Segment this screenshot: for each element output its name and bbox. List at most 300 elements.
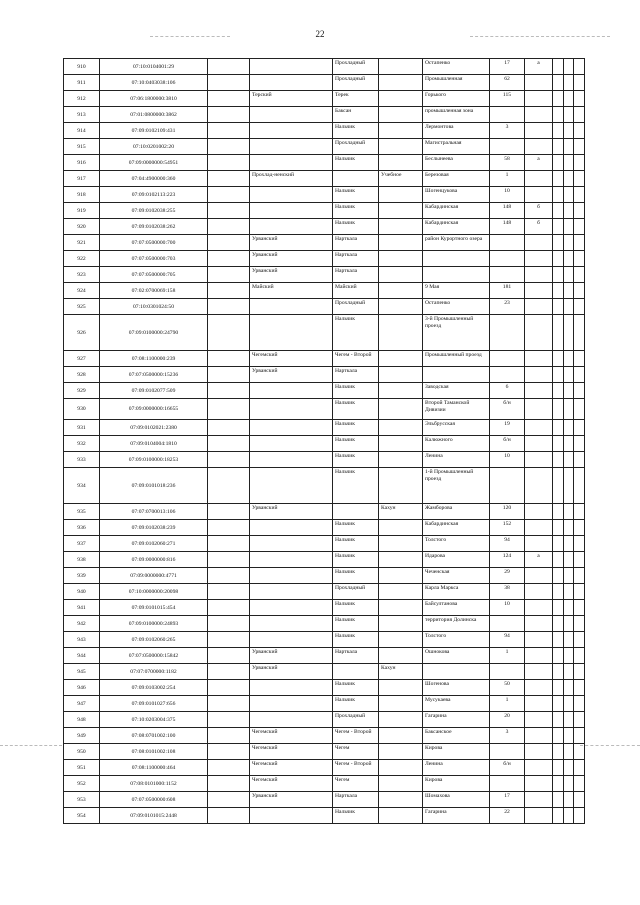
cell-place xyxy=(379,760,423,776)
scan-artifact-top-left xyxy=(150,36,230,37)
cell-district xyxy=(250,616,333,632)
cell-empty xyxy=(574,219,585,235)
cell-empty xyxy=(208,760,250,776)
cell-city: Нальчик xyxy=(333,399,379,420)
cell-place xyxy=(379,251,423,267)
cell-district xyxy=(250,680,333,696)
cell-place xyxy=(379,792,423,808)
cell-district xyxy=(250,123,333,139)
cell-num: 948 xyxy=(64,712,100,728)
cell-cad: 07:08:0101000:1152 xyxy=(100,776,208,792)
table-row xyxy=(64,452,585,468)
cell-house: б/н xyxy=(490,436,525,452)
cell-num: 912 xyxy=(64,91,100,107)
cell-cad: 07:09:0000000:816 xyxy=(100,552,208,568)
cell-place xyxy=(379,728,423,744)
cell-empty xyxy=(574,351,585,367)
cell-corp xyxy=(525,351,553,367)
table-row xyxy=(64,552,585,568)
cell-empty xyxy=(564,568,574,584)
registry-body xyxy=(64,59,585,824)
table-row xyxy=(64,367,585,383)
cell-empty xyxy=(574,155,585,171)
cell-num: 927 xyxy=(64,351,100,367)
cell-empty xyxy=(574,632,585,648)
cell-cad: 07:07:0500000:703 xyxy=(100,251,208,267)
cell-cad: 07:10:0000000:20098 xyxy=(100,584,208,600)
cell-empty xyxy=(208,75,250,91)
cell-empty xyxy=(208,712,250,728)
table-row xyxy=(64,283,585,299)
cell-empty xyxy=(208,664,250,680)
cell-empty xyxy=(553,171,564,187)
cell-street: Остапенко xyxy=(423,59,490,75)
cell-place xyxy=(379,283,423,299)
table-row xyxy=(64,680,585,696)
cell-empty xyxy=(564,808,574,824)
cell-district xyxy=(250,520,333,536)
cell-num: 946 xyxy=(64,680,100,696)
cell-street: Шомахова xyxy=(423,792,490,808)
cell-empty xyxy=(564,680,574,696)
cell-corp xyxy=(525,267,553,283)
table-row xyxy=(64,808,585,824)
cell-empty xyxy=(553,680,564,696)
cell-empty xyxy=(574,315,585,351)
cell-corp xyxy=(525,139,553,155)
cell-city: Нальчик xyxy=(333,452,379,468)
cell-house xyxy=(490,367,525,383)
cell-place xyxy=(379,107,423,123)
cell-city: Нальчик xyxy=(333,808,379,824)
cell-district xyxy=(250,632,333,648)
cell-corp xyxy=(525,367,553,383)
cell-place xyxy=(379,616,423,632)
cell-empty xyxy=(564,468,574,504)
cell-empty xyxy=(564,75,574,91)
cell-corp xyxy=(525,75,553,91)
cell-empty xyxy=(553,251,564,267)
cell-num: 921 xyxy=(64,235,100,251)
cell-empty xyxy=(208,383,250,399)
cell-empty xyxy=(208,59,250,75)
cell-empty xyxy=(574,91,585,107)
cell-district xyxy=(250,552,333,568)
cell-empty xyxy=(574,251,585,267)
table-row xyxy=(64,203,585,219)
cell-num: 911 xyxy=(64,75,100,91)
cell-city: Нарткала xyxy=(333,367,379,383)
cell-street xyxy=(423,267,490,283)
cell-empty xyxy=(564,712,574,728)
cell-street xyxy=(423,367,490,383)
cell-empty xyxy=(553,399,564,420)
cell-cad: 07:09:0101027:656 xyxy=(100,696,208,712)
cell-num: 923 xyxy=(64,267,100,283)
table-row xyxy=(64,568,585,584)
cell-city: Прохладный xyxy=(333,299,379,315)
cell-street: Лермонтова xyxy=(423,123,490,139)
table-row xyxy=(64,744,585,760)
cell-corp xyxy=(525,792,553,808)
cell-num: 947 xyxy=(64,696,100,712)
cell-corp xyxy=(525,283,553,299)
cell-district: Терский xyxy=(250,91,333,107)
cell-city: Чегем - Второй xyxy=(333,351,379,367)
cell-city: Нальчик xyxy=(333,600,379,616)
cell-cad: 07:09:0102109:431 xyxy=(100,123,208,139)
cell-house: б/н xyxy=(490,399,525,420)
cell-street: Толстого xyxy=(423,536,490,552)
cell-district: Урванский xyxy=(250,235,333,251)
cell-empty xyxy=(553,792,564,808)
cell-corp xyxy=(525,520,553,536)
cell-house: 10 xyxy=(490,600,525,616)
cell-empty xyxy=(553,664,564,680)
cell-city: Нальчик xyxy=(333,520,379,536)
cell-empty xyxy=(553,436,564,452)
cell-house xyxy=(490,251,525,267)
cell-city: Чегем xyxy=(333,744,379,760)
cell-cad: 07:01:0800000:3862 xyxy=(100,107,208,123)
cell-cad: 07:07:0700013:106 xyxy=(100,504,208,520)
cell-empty xyxy=(208,283,250,299)
cell-num: 950 xyxy=(64,744,100,760)
cell-empty xyxy=(574,299,585,315)
cell-empty xyxy=(208,139,250,155)
cell-num: 922 xyxy=(64,251,100,267)
cell-house: 20 xyxy=(490,712,525,728)
cell-house: 1 xyxy=(490,696,525,712)
cell-empty xyxy=(574,616,585,632)
cell-house xyxy=(490,235,525,251)
cell-empty xyxy=(564,632,574,648)
cell-num: 924 xyxy=(64,283,100,299)
cell-place xyxy=(379,584,423,600)
cell-empty xyxy=(553,452,564,468)
table-row xyxy=(64,107,585,123)
cell-empty xyxy=(553,59,564,75)
cell-cad: 07:09:0100000:24893 xyxy=(100,616,208,632)
cell-cad: 07:09:0000000:16655 xyxy=(100,399,208,420)
cell-corp xyxy=(525,712,553,728)
cell-corp xyxy=(525,420,553,436)
cell-empty xyxy=(553,776,564,792)
cell-city: Прохладный xyxy=(333,712,379,728)
cell-house: 1 xyxy=(490,648,525,664)
cell-empty xyxy=(553,420,564,436)
cell-num: 953 xyxy=(64,792,100,808)
cell-num: 936 xyxy=(64,520,100,536)
cell-street: Шогенова xyxy=(423,680,490,696)
cell-empty xyxy=(208,315,250,351)
cell-empty xyxy=(208,123,250,139)
cell-empty xyxy=(564,552,574,568)
cell-empty xyxy=(564,664,574,680)
cell-cad: 07:09:0000000:4771 xyxy=(100,568,208,584)
table-row xyxy=(64,187,585,203)
cell-corp xyxy=(525,504,553,520)
cell-city: Прохладный xyxy=(333,59,379,75)
cell-district: Урванский xyxy=(250,792,333,808)
cell-empty xyxy=(564,315,574,351)
cell-district xyxy=(250,808,333,824)
cell-empty xyxy=(564,616,574,632)
cell-corp xyxy=(525,123,553,139)
cell-empty xyxy=(574,776,585,792)
cell-house: 22 xyxy=(490,808,525,824)
cell-empty xyxy=(208,267,250,283)
cell-empty xyxy=(564,139,574,155)
cell-empty xyxy=(564,584,574,600)
cell-city xyxy=(333,171,379,187)
cell-empty xyxy=(553,600,564,616)
cell-empty xyxy=(553,504,564,520)
cell-corp xyxy=(525,648,553,664)
cell-house: 3 xyxy=(490,123,525,139)
table-row xyxy=(64,520,585,536)
cell-street: Гагарина xyxy=(423,712,490,728)
table-row xyxy=(64,696,585,712)
cell-empty xyxy=(208,680,250,696)
cell-empty xyxy=(564,187,574,203)
table-row xyxy=(64,648,585,664)
cell-num: 917 xyxy=(64,171,100,187)
cell-city xyxy=(333,504,379,520)
cell-empty xyxy=(208,351,250,367)
cell-empty xyxy=(553,712,564,728)
cell-street xyxy=(423,664,490,680)
cell-empty xyxy=(564,728,574,744)
cell-cad: 07:09:0102060:265 xyxy=(100,632,208,648)
cell-empty xyxy=(208,452,250,468)
cell-place xyxy=(379,219,423,235)
cell-empty xyxy=(564,452,574,468)
cell-house: 38 xyxy=(490,584,525,600)
cell-cad: 07:10:0203004:375 xyxy=(100,712,208,728)
cell-corp xyxy=(525,776,553,792)
cell-empty xyxy=(574,728,585,744)
cell-num: 938 xyxy=(64,552,100,568)
cell-empty xyxy=(574,808,585,824)
table-row xyxy=(64,219,585,235)
cell-house xyxy=(490,664,525,680)
cell-corp: а xyxy=(525,59,553,75)
cell-place xyxy=(379,520,423,536)
cell-empty xyxy=(564,504,574,520)
cell-empty xyxy=(553,219,564,235)
cell-empty xyxy=(208,219,250,235)
cell-place xyxy=(379,75,423,91)
cell-district xyxy=(250,299,333,315)
cell-cad: 07:09:0101015:454 xyxy=(100,600,208,616)
cell-house: 23 xyxy=(490,299,525,315)
cell-house: 124 xyxy=(490,552,525,568)
cell-street: Ошнокова xyxy=(423,648,490,664)
cell-empty xyxy=(553,91,564,107)
cell-place xyxy=(379,648,423,664)
cell-house: 17 xyxy=(490,792,525,808)
cell-place xyxy=(379,315,423,351)
cell-place xyxy=(379,59,423,75)
cell-place xyxy=(379,536,423,552)
cell-empty xyxy=(208,584,250,600)
cell-empty xyxy=(564,792,574,808)
cell-empty xyxy=(553,315,564,351)
cell-cad: 07:08:0701002:100 xyxy=(100,728,208,744)
table-row xyxy=(64,399,585,420)
cell-cad: 07:09:0102060:271 xyxy=(100,536,208,552)
cell-city: Нальчик xyxy=(333,123,379,139)
cell-place xyxy=(379,552,423,568)
cell-empty xyxy=(564,59,574,75)
cell-district xyxy=(250,315,333,351)
cell-city: Нарткала xyxy=(333,792,379,808)
cell-street: Шогенцукова xyxy=(423,187,490,203)
cell-place xyxy=(379,299,423,315)
cell-empty xyxy=(208,468,250,504)
cell-corp xyxy=(525,632,553,648)
cell-district xyxy=(250,219,333,235)
cell-empty xyxy=(208,600,250,616)
cell-num: 931 xyxy=(64,420,100,436)
cell-street: Гагарина xyxy=(423,808,490,824)
table-row xyxy=(64,712,585,728)
cell-district: Чегемский xyxy=(250,760,333,776)
cell-place xyxy=(379,399,423,420)
cell-city: Баксан xyxy=(333,107,379,123)
cell-street: Мусукаева xyxy=(423,696,490,712)
cell-place xyxy=(379,712,423,728)
cell-district: Урванский xyxy=(250,367,333,383)
cell-district xyxy=(250,383,333,399)
cell-place xyxy=(379,123,423,139)
cell-num: 933 xyxy=(64,452,100,468)
cell-city: Нальчик xyxy=(333,219,379,235)
cell-corp xyxy=(525,235,553,251)
cell-city: Майский xyxy=(333,283,379,299)
cell-city: Чегем - Второй xyxy=(333,728,379,744)
cell-house xyxy=(490,351,525,367)
table-row xyxy=(64,468,585,504)
cell-empty xyxy=(553,351,564,367)
cell-empty xyxy=(208,187,250,203)
cell-empty xyxy=(208,436,250,452)
cell-empty xyxy=(208,420,250,436)
cell-empty xyxy=(553,760,564,776)
cell-corp xyxy=(525,568,553,584)
cell-place: Кахун xyxy=(379,504,423,520)
cell-district: Урванский xyxy=(250,664,333,680)
cell-place xyxy=(379,568,423,584)
table-row xyxy=(64,600,585,616)
cell-empty xyxy=(208,648,250,664)
cell-place xyxy=(379,91,423,107)
cell-cad: 07:08:1100000:239 xyxy=(100,351,208,367)
cell-empty xyxy=(574,383,585,399)
cell-place xyxy=(379,367,423,383)
cell-empty xyxy=(574,600,585,616)
cell-city: Нарткала xyxy=(333,251,379,267)
cell-num: 925 xyxy=(64,299,100,315)
cell-house xyxy=(490,744,525,760)
table-row xyxy=(64,75,585,91)
cell-street: Остапенко xyxy=(423,299,490,315)
cell-city: Нальчик xyxy=(333,552,379,568)
cell-district xyxy=(250,452,333,468)
cell-empty xyxy=(564,367,574,383)
cell-city xyxy=(333,664,379,680)
cell-street: Эльбрусская xyxy=(423,420,490,436)
cell-street: Ленина xyxy=(423,452,490,468)
cell-street: 3-й Промышленный проезд xyxy=(423,315,490,351)
cell-place xyxy=(379,468,423,504)
cell-city: Нарткала xyxy=(333,235,379,251)
cell-city: Прохладный xyxy=(333,75,379,91)
cell-empty xyxy=(574,680,585,696)
cell-num: 935 xyxy=(64,504,100,520)
cell-place: Учебное xyxy=(379,171,423,187)
cell-street: Кабардинская xyxy=(423,203,490,219)
cell-empty xyxy=(553,584,564,600)
cell-place xyxy=(379,235,423,251)
cell-empty xyxy=(574,203,585,219)
cell-street: Кабардинская xyxy=(423,219,490,235)
cell-district: Чегемский xyxy=(250,728,333,744)
cell-district xyxy=(250,584,333,600)
cell-empty xyxy=(208,203,250,219)
table-row xyxy=(64,616,585,632)
cell-house: 6 xyxy=(490,383,525,399)
cell-city: Нальчик xyxy=(333,436,379,452)
cell-place xyxy=(379,187,423,203)
cell-cad: 07:09:0103002:254 xyxy=(100,680,208,696)
cell-district xyxy=(250,187,333,203)
cell-empty xyxy=(574,452,585,468)
cell-street xyxy=(423,251,490,267)
cell-place: Кахун xyxy=(379,664,423,680)
cell-district xyxy=(250,536,333,552)
cell-city: Нальчик xyxy=(333,468,379,504)
table-row xyxy=(64,267,585,283)
cell-corp xyxy=(525,536,553,552)
cell-house xyxy=(490,139,525,155)
cell-empty xyxy=(553,468,564,504)
cell-num: 934 xyxy=(64,468,100,504)
cell-empty xyxy=(553,187,564,203)
cell-house xyxy=(490,616,525,632)
cell-empty xyxy=(574,187,585,203)
cell-place xyxy=(379,139,423,155)
cell-empty xyxy=(208,792,250,808)
cell-empty xyxy=(574,584,585,600)
cell-empty xyxy=(564,760,574,776)
cell-num: 926 xyxy=(64,315,100,351)
cell-house: 181 xyxy=(490,283,525,299)
cell-empty xyxy=(208,107,250,123)
cell-district: Чегемский xyxy=(250,744,333,760)
cell-empty xyxy=(553,203,564,219)
cell-empty xyxy=(564,219,574,235)
table-row xyxy=(64,351,585,367)
cell-empty xyxy=(553,696,564,712)
cell-house: 10 xyxy=(490,452,525,468)
cell-empty xyxy=(574,468,585,504)
cell-city: Нальчик xyxy=(333,203,379,219)
cell-corp xyxy=(525,299,553,315)
cell-empty xyxy=(574,420,585,436)
cell-street: Чеченская xyxy=(423,568,490,584)
